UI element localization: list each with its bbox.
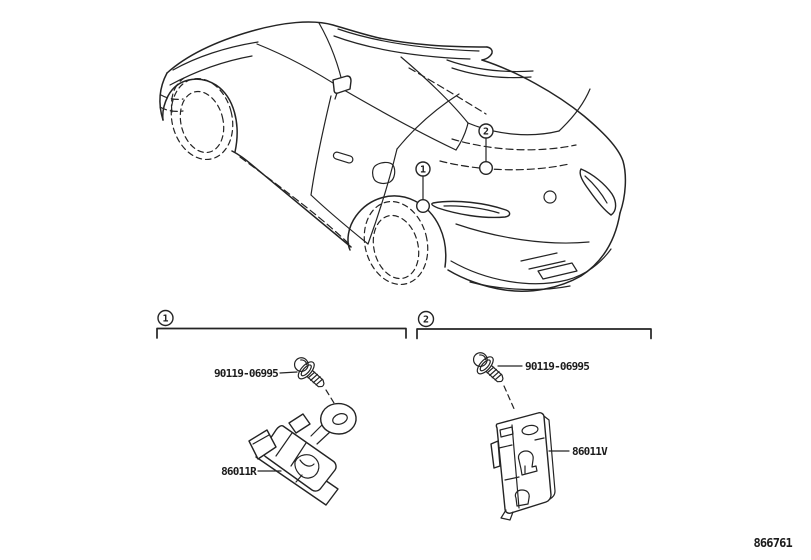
section-1-part-number[interactable]: 86011R (221, 465, 256, 478)
section-1 (157, 311, 406, 506)
rear-glass-left-edge (401, 57, 468, 123)
taillight-left (432, 201, 510, 217)
trunk-shut-dash-line (452, 139, 576, 150)
deck-spoiler-line-1 (447, 60, 533, 72)
door-handle (333, 151, 354, 164)
section-2-bracket (417, 329, 651, 339)
door-front-shut-line (311, 96, 331, 195)
car-rear-bumper-outline (448, 213, 620, 291)
diffuser-fin-2 (529, 261, 565, 269)
section-2-bolt-icon (468, 348, 510, 388)
callout-2-number: 2 (482, 126, 490, 138)
diffuser-fin-1 (521, 253, 557, 261)
side-mirror (333, 76, 351, 93)
rear-emblem (544, 191, 556, 203)
callout-2-target-circle (480, 162, 493, 175)
car-callout-2[interactable] (479, 124, 493, 174)
car-callout-1[interactable] (416, 162, 430, 212)
section-2-bolt-part-number[interactable]: 90119-06995 (525, 360, 590, 373)
section-1-bolt-leader (280, 372, 297, 373)
bumper-crease-line (456, 224, 589, 243)
figure-number: 866761 (753, 536, 792, 550)
c-pillar-line (456, 123, 468, 150)
section-2 (417, 312, 651, 521)
section-2-part-number[interactable]: 86011V (572, 445, 607, 458)
section-2-number: 2 (422, 314, 430, 326)
cowl-line (257, 44, 344, 90)
section-1-bolt-part-number[interactable]: 90119-06995 (213, 367, 278, 380)
section-1-bracket (157, 329, 406, 339)
deck-spoiler-line-2 (452, 68, 531, 78)
lower-bumper-line (451, 249, 611, 284)
car-spoiler-ducktail (482, 47, 492, 60)
car-rear-wheel-arch (348, 196, 446, 267)
deck-dash-line (440, 161, 569, 170)
callout-1-number: 1 (419, 164, 427, 176)
section-2-assembly-dash (504, 386, 515, 411)
callout-1-target-circle (417, 200, 430, 213)
section-1-number: 1 (162, 313, 169, 325)
rear-glass-right-edge (559, 89, 590, 131)
part-86011R-drawing[interactable] (249, 404, 356, 505)
car-sill-line (232, 151, 351, 247)
roof-rail-line-2 (334, 36, 470, 59)
beltline (344, 90, 456, 150)
part-86011V-drawing[interactable] (491, 413, 555, 520)
section-1-bolt-icon (289, 353, 331, 393)
car-illustration (160, 22, 625, 291)
rear-glass-dash-line (409, 68, 486, 114)
left-flange (491, 441, 500, 468)
